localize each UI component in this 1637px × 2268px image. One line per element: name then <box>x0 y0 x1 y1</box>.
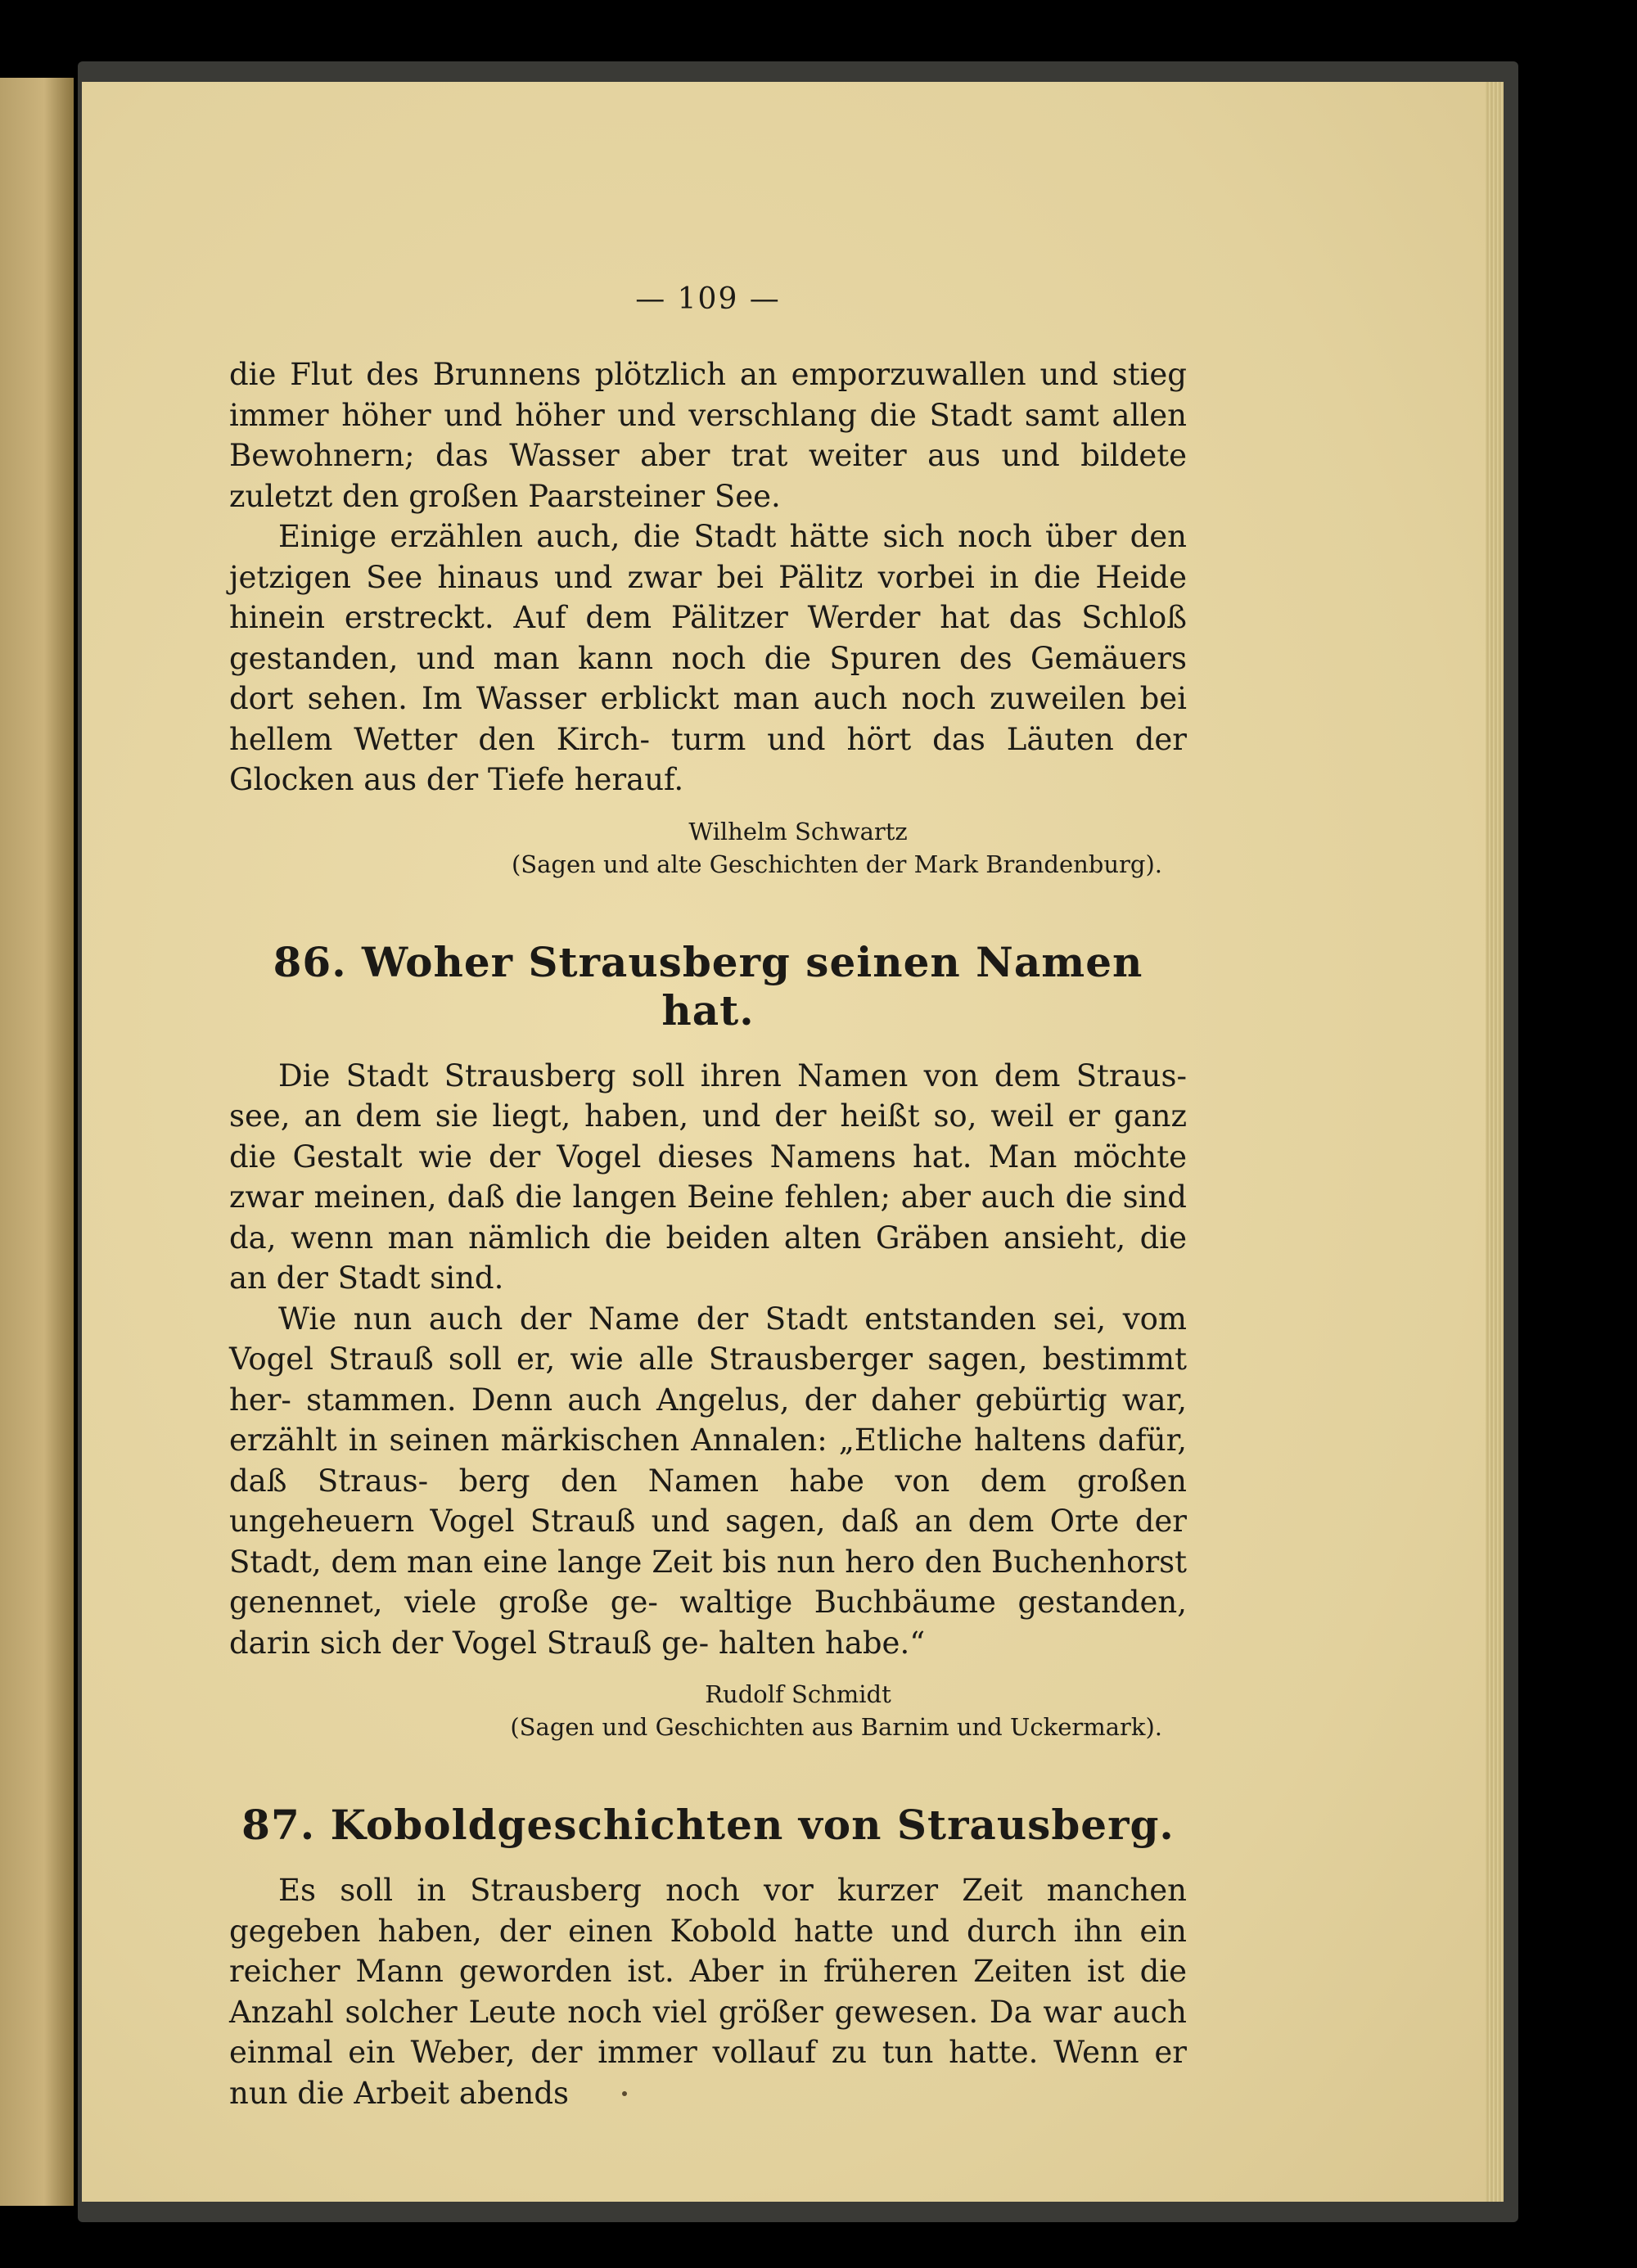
source-citation-1 <box>229 815 1187 881</box>
source-work: (Sagen und alte Geschichten der Mark Brandenburg). <box>511 850 1162 878</box>
source-citation-2 <box>229 1678 1187 1743</box>
paragraph-vogel-strauss: Wie nun auch der Name der Stadt entstanden sei, vom Vogel Strauß soll er, wie alle Strausberger sagen, bestimmt her- stammen. Denn auch Angelus, der daher gebürtig war, erzählt in seinen märkischen Annalen: „Etliche haltens dafür, daß Straus- berg den Namen habe von dem großen ungeheuern Vogel Strauß und sagen, daß an dem Orte der Stadt, dem man eine lange Zeit bis nun hero den Buchenhorst genennet, viele große ge- waltige Buchbäume gestanden, darin sich der Vogel Strauß ge- halten habe.“ <box>229 1301 1187 1661</box>
page-text-block <box>229 282 1187 2113</box>
facing-page-edge <box>0 78 74 2206</box>
paragraph-strausberg-name: Die Stadt Strausberg soll ihren Namen von dem Straus- see, an dem sie liegt, haben, und der heißt so, weil er ganz die Gestalt wie der Vogel dieses Namens hat. Man möchte zwar meinen, daß die langen Beine fehlen; aber auch die sind da, wenn man nämlich die beiden alten Gräben ansieht, die an der Stadt sind. <box>229 1057 1187 1296</box>
source-author: Wilhelm Schwartz <box>688 817 908 845</box>
source-work: (Sagen und Geschichten aus Barnim und Uckermark). <box>510 1713 1162 1741</box>
paragraph-kobold: Es soll in Strausberg noch vor kurzer Zeit manchen gegeben haben, der einen Kobold hatte und durch ihn ein reicher Mann geworden ist. Aber in früheren Zeiten ist die Anzahl solcher Leute noch viel größer gewesen. Da war auch einmal ein Weber, der immer vollauf zu tun hatte. Wenn er nun die Arbeit abends <box>229 1873 1187 2111</box>
paragraph-flood: die Flut des Brunnens plötzlich an emporzuwallen und stieg immer höher und höher und verschlang die Stadt samt allen Bewohnern; das Wasser aber trat weiter aus und bildete zuletzt den großen Paarsteiner See. <box>229 357 1187 514</box>
section-heading-86: 86. Woher Strausberg seinen Namen hat. <box>273 937 1143 1035</box>
source-author: Rudolf Schmidt <box>705 1680 891 1708</box>
page-stack-edge <box>1486 82 1504 2202</box>
page-number: — 109 — <box>635 282 781 316</box>
paragraph-palitz: Einige erzählen auch, die Stadt hätte sich noch über den jetzigen See hinaus und zwar bei Pälitz vorbei in die Heide hinein erstreckt. Auf dem Pälitzer Werder hat das Schloß gestanden, und man kann noch die Spuren des Gemäuers dort sehen. Im Wasser erblickt man auch noch zuweilen bei hellem Wetter den Kirch- turm und hört das Läuten der Glocken aus der Tiefe herauf. <box>229 519 1187 797</box>
section-heading-87: 87. Koboldgeschichten von Strausberg. <box>241 1801 1175 1849</box>
